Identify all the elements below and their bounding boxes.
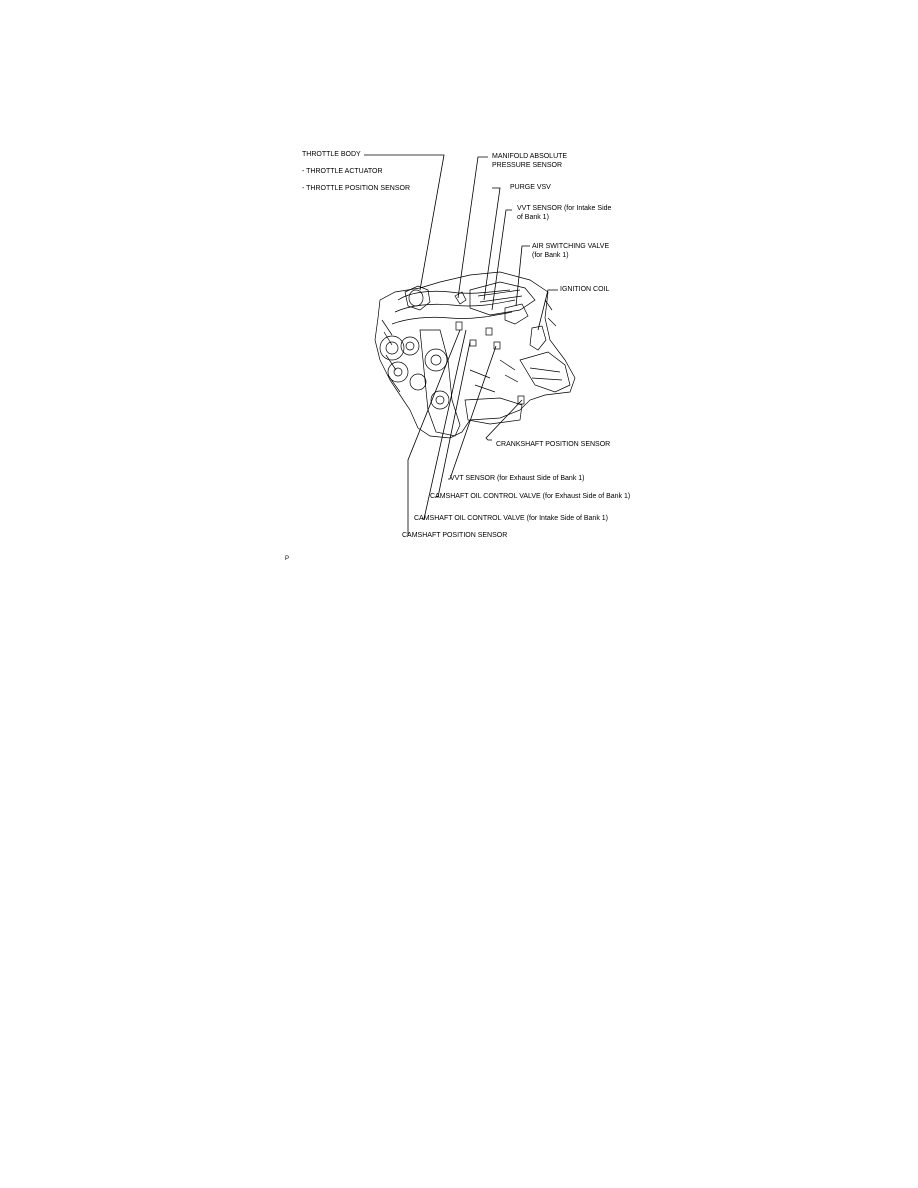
label-line: PRESSURE SENSOR <box>492 162 563 169</box>
label-camshaft-ocv-intake: CAMSHAFT OIL CONTROL VALVE (for Intake Side of Bank 1) <box>414 515 608 522</box>
label-camshaft-ocv-exhaust: CAMSHAFT OIL CONTROL VALVE (for Exhaust Side of Bank 1) <box>430 493 631 500</box>
label-camshaft-position-sensor: CAMSHAFT POSITION SENSOR <box>402 532 508 539</box>
label-vvt-sensor-exhaust: VVT SENSOR (for Exhaust Side of Bank 1) <box>450 475 585 482</box>
label-line: (for Bank 1) <box>532 252 569 259</box>
engine-illustration <box>375 272 575 438</box>
label-throttle-actuator: - THROTTLE ACTUATOR <box>302 168 383 175</box>
label-air-switching-valve <box>532 242 609 260</box>
label-throttle-body: THROTTLE BODY <box>302 151 361 158</box>
label-line: VVT SENSOR (for Intake Side <box>517 205 612 212</box>
label-throttle-position-sensor: - THROTTLE POSITION SENSOR <box>302 185 410 192</box>
label-purge-vsv: PURGE VSV <box>510 184 551 191</box>
label-vvt-sensor-intake <box>517 204 611 222</box>
label-line: MANIFOLD ABSOLUTE <box>492 153 568 160</box>
footer-mark: P <box>285 556 290 562</box>
label-manifold-absolute-pressure-sensor <box>492 152 567 170</box>
label-ignition-coil: IGNITION COIL <box>560 286 610 293</box>
label-line: of Bank 1) <box>517 214 549 221</box>
label-crankshaft-position-sensor: CRANKSHAFT POSITION SENSOR <box>496 441 611 448</box>
label-line: AIR SWITCHING VALVE <box>532 243 610 250</box>
